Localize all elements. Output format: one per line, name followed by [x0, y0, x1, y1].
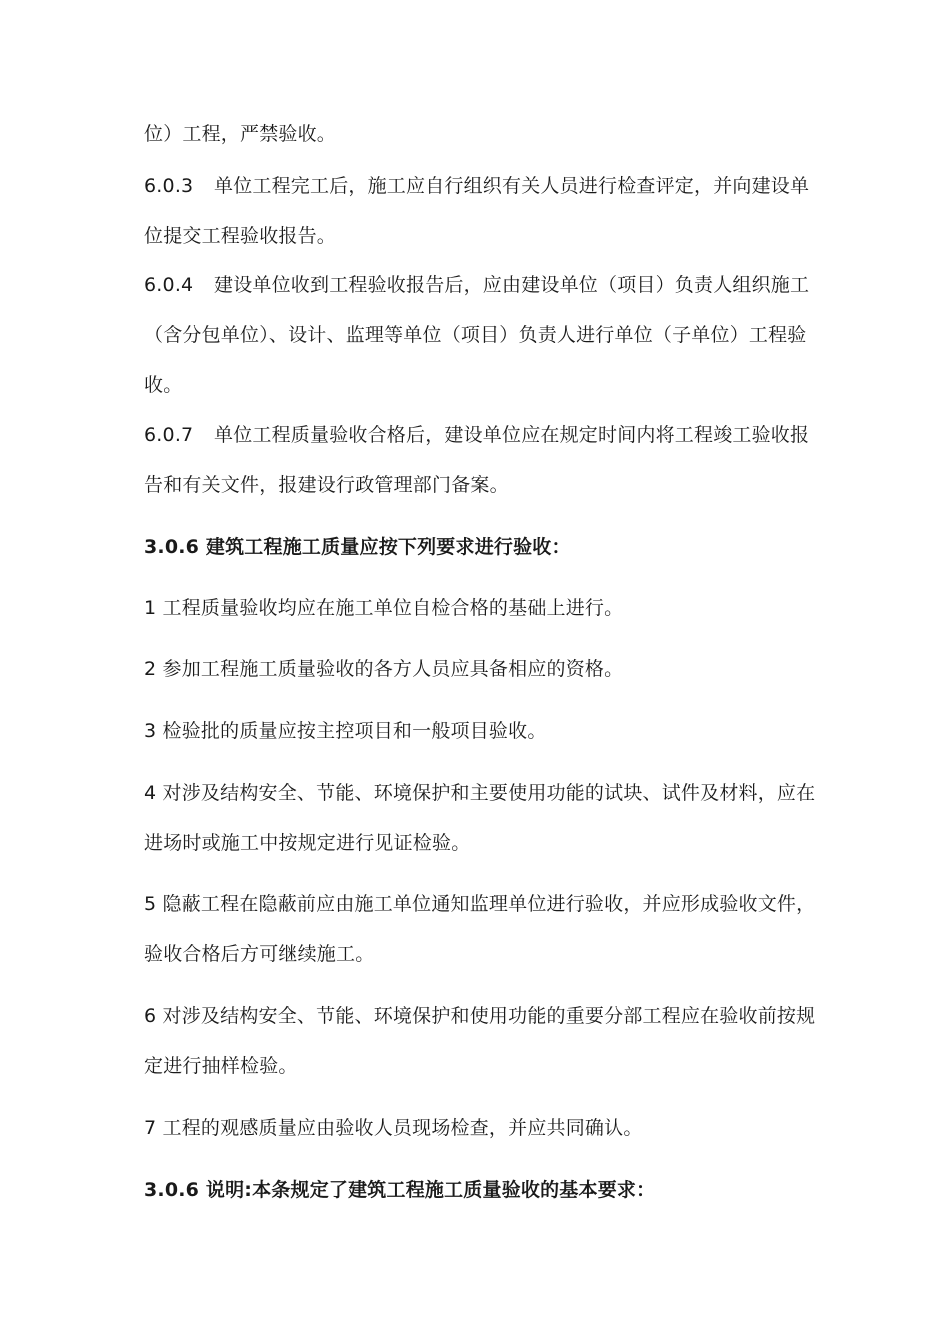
list-item-2: 2 参加工程施工质量验收的各方人员应具备相应的资格。 [144, 658, 624, 680]
clause-6-0-4-line-1 [144, 273, 809, 297]
clause-number: 6.0.4 [144, 274, 194, 296]
clause-number: 6.0.3 [144, 175, 194, 197]
list-item-5-line-1: 5 隐蔽工程在隐蔽前应由施工单位通知监理单位进行验收，并应形成验收文件， [144, 893, 816, 915]
list-item-4-line-1: 4 对涉及结构安全、节能、环境保护和主要使用功能的试块、试件及材料，应在 [144, 782, 816, 804]
clause-6-0-7-line-1 [144, 423, 809, 447]
clause-number: 6.0.7 [144, 424, 194, 446]
continuation-line: 位）工程，严禁验收。 [144, 123, 337, 145]
list-item-3: 3 检验批的质量应按主控项目和一般项目验收。 [144, 720, 547, 742]
list-item-5-line-2: 验收合格后方可继续施工。 [144, 943, 375, 965]
list-item-7: 7 工程的观感质量应由验收人员现场检查，并应共同确认。 [144, 1117, 643, 1139]
clause-6-0-3-line-2: 位提交工程验收报告。 [144, 225, 337, 247]
list-item-6-line-2: 定进行抽样检验。 [144, 1055, 298, 1077]
clause-text: 单位工程完工后，施工应自行组织有关人员进行检查评定，并向建设单 [214, 175, 810, 197]
clause-6-0-4-line-3: 收。 [144, 374, 183, 396]
clause-6-0-4-line-2: （含分包单位）、设计、监理等单位（项目）负责人进行单位（子单位）工程验 [144, 324, 807, 346]
clause-6-0-7-line-2: 告和有关文件，报建设行政管理部门备案。 [144, 474, 509, 496]
clause-text: 建设单位收到工程验收报告后，应由建设单位（项目）负责人组织施工 [214, 274, 810, 296]
list-item-6-line-1: 6 对涉及结构安全、节能、环境保护和使用功能的重要分部工程应在验收前按规 [144, 1005, 816, 1027]
list-item-1: 1 工程质量验收均应在施工单位自检合格的基础上进行。 [144, 597, 624, 619]
clause-text: 单位工程质量验收合格后，建设单位应在规定时间内将工程竣工验收报 [214, 424, 810, 446]
section-heading: 3.0.6 建筑工程施工质量应按下列要求进行验收： [144, 536, 571, 558]
list-item-4-line-2: 进场时或施工中按规定进行见证检验。 [144, 832, 471, 854]
clause-6-0-3-line-1 [144, 174, 809, 198]
section-heading-explanation: 3.0.6 说明:本条规定了建筑工程施工质量验收的基本要求： [144, 1179, 656, 1201]
